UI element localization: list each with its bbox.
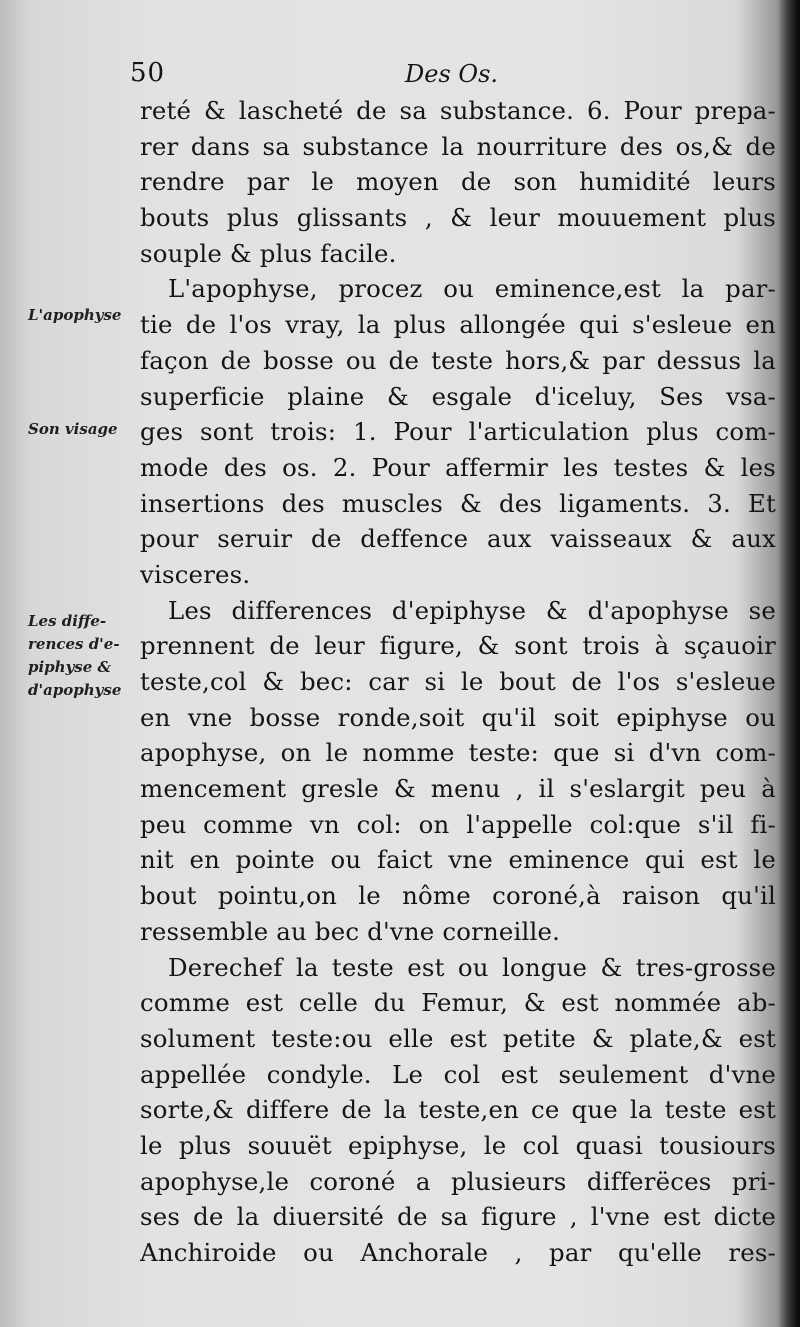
text-line: nit en pointe ou faict vne eminence qui est le (140, 845, 776, 875)
running-head: Des Os. (405, 60, 499, 88)
text-line: façon de bosse ou de teste hors,& par dessus la (140, 345, 776, 375)
margin-note-line: piphyse & (28, 658, 112, 676)
text-line: bouts plus glissants , & leur mouuement plus (140, 203, 776, 233)
margin-note-line: L'apophyse (28, 306, 122, 324)
text-line: rer dans sa substance la nourriture des os,& de (140, 131, 776, 161)
text-line: mode des os. 2. Pour affermir les testes & les (140, 452, 776, 482)
body-text (140, 93, 776, 1271)
text-line: reté & lascheté de sa substance. 6. Pour prepa- (140, 96, 776, 125)
text-line: ressemble au bec d'vne corneille. (140, 916, 561, 946)
text-line: Anchiroide ou Anchorale , par qu'elle res- (140, 1238, 776, 1267)
text-line: comme est celle du Femur, & est nommée ab- (140, 988, 776, 1018)
text-line: souple & plus facile. (140, 238, 397, 268)
text-line: pour seruir de deffence aux vaisseaux & aux (140, 524, 776, 554)
page-header (130, 58, 690, 94)
text-line: visceres. (140, 559, 251, 589)
text-line: tie de l'os vray, la plus allongée qui s'esleue en (140, 310, 776, 340)
text-line: peu comme vn col: on l'appelle col:que s'il fi- (140, 809, 776, 839)
margin-note-line: rences d'e- (28, 635, 120, 653)
margin-note-usage (28, 418, 140, 441)
text-line: insertions des muscles & des ligaments. 3. Et (140, 488, 776, 518)
text-line: sorte,& differe de la teste,en ce que la teste est (140, 1095, 776, 1125)
text-line: L'apophyse, procez ou eminence,est la par- (168, 274, 776, 304)
text-line: apophyse, on le nomme teste: que si d'vn com- (140, 738, 776, 768)
book-spine-shadow (778, 0, 800, 1327)
text-line: prennent de leur figure, & sont trois à sçauoir (140, 631, 776, 661)
text-line: apophyse,le coroné a plusieurs differëces pri- (140, 1166, 776, 1196)
margin-note-differences (28, 610, 140, 702)
margin-note-apophyse (28, 304, 140, 327)
text-line: Les differences d'epiphyse & d'apophyse se (168, 595, 776, 625)
text-line: ges sont trois: 1. Pour l'articulation plus com- (140, 417, 776, 447)
margin-note-line: Son visage (28, 420, 118, 438)
text-line: ses de la diuersité de sa figure , l'vne est dicte (140, 1202, 776, 1232)
page-number: 50 (130, 58, 166, 88)
margin-note-line: Les diffe- (28, 612, 107, 630)
text-line: bout pointu,on le nôme coroné,à raison qu'il (140, 881, 776, 911)
margin-note-line: d'apophyse (28, 681, 122, 699)
text-line: appellée condyle. Le col est seulement d'vne (140, 1059, 776, 1089)
text-line: Derechef la teste est ou longue & tres-grosse (168, 952, 776, 982)
text-line: en vne bosse ronde,soit qu'il soit epiphyse ou (140, 702, 776, 732)
text-line: le plus souuët epiphyse, le col quasi tousiours (140, 1130, 776, 1160)
text-line: rendre par le moyen de son humidité leurs (140, 167, 776, 197)
text-line: teste,col & bec: car si le bout de l'os s'esleue (140, 667, 776, 696)
text-line: solument teste:ou elle est petite & plate,& est (140, 1023, 776, 1053)
text-line: mencement gresle & menu , il s'eslargit peu à (140, 774, 776, 804)
text-line: superficie plaine & esgale d'iceluy, Ses vsa- (140, 381, 776, 411)
